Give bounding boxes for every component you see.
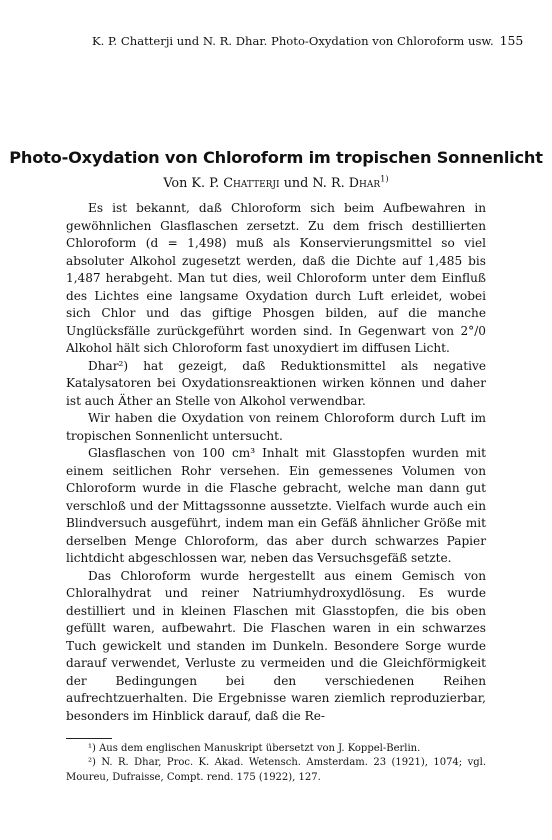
paragraph-5: Das Chloroform wurde hergestellt aus einem Gemisch von Chloralhydrat und reiner Natriumhydroxydlösung. Es wurde destilliert und in kleinen Flaschen mit Glasstopfen, die bis oben gefüllt waren, aufbewahrt. Die Flaschen waren in ein schwarzes Tuch gewickelt und standen im Dunkeln. Besondere Sorge wurde darauf verwendet, Verluste zu vermeiden und die Gleichförmigkeit der Bedingungen bei den verschiedenen Reihen aufrechtzuerhalten. Die Ergebnisse waren ziemlich reproduzierbar, besonders im Hinblick darauf, daß die Re- bbox=[66, 568, 486, 723]
running-head bbox=[92, 33, 523, 48]
footnote-mark-1: 1) bbox=[380, 173, 389, 184]
footnote-divider bbox=[66, 738, 112, 739]
paragraph-4: Glasflaschen von 100 cm³ Inhalt mit Glasstopfen wurden mit einem seitlichen Rohr versehen. Ein gemessenes Volumen von Chloroform wurde in die Flasche gebracht, welche man dann gut verschloß und der Mittagssonne aussetzte. Vielfach wurde auch ein Blindversuch ausgeführt, indem man ein Gefäß ähnlicher Größe mit derselben Menge Chloroform, das aber durch schwarzes Papier lichtdicht abgeschlossen war, neben das Versuchsgefäß setzte. bbox=[66, 446, 486, 565]
paragraph-3: Wir haben die Oxydation von reinem Chloroform durch Luft im tropischen Sonnenlicht untersucht. bbox=[66, 411, 486, 443]
page-number: 155 bbox=[499, 33, 524, 48]
article-title: Photo-Oxydation von Chloroform im tropischen Sonnenlicht bbox=[9, 148, 543, 167]
paragraph-1: Es ist bekannt, daß Chloroform sich beim Aufbewahren in gewöhnlichen Glasflaschen zersetzt. Zu dem frisch destillierten Chloroform (d = 1,498) muß als Konservierungsmittel so viel absoluter Alkohol zugesetzt werden, daß die Dichte auf 1,485 bis 1,487 herabgeht. Man tut dies, weil Chloroform unter dem Einfluß des Lichtes eine langsame Oxydation durch Luft erleidet, wobei sich Chlor und das giftige Phosgen bilden, auf die manche Unglücksfälle zurückgeführt worden sind. In Gegenwart von 2°/0 Alkohol hält sich Chloroform fast unoxydiert im diffusen Licht. bbox=[66, 201, 486, 355]
byline-mid: und N. R. bbox=[283, 176, 345, 191]
author-chatterji: Chatterji bbox=[223, 176, 280, 191]
author-dhar: Dhar bbox=[348, 176, 381, 191]
footnote-1: ¹) Aus dem englischen Manuskript übersetzt von J. Koppel-Berlin. bbox=[88, 743, 421, 754]
running-head-text: K. P. Chatterji und N. R. Dhar. Photo-Oxydation von Chloroform usw. bbox=[92, 34, 494, 48]
byline bbox=[0, 173, 552, 191]
footnote-2: ²) N. R. Dhar, Proc. K. Akad. Wetensch. Amsterdam. 23 (1921), 1074; vgl. Moureu, Dufraisse, Compt. rend. 175 (1922), 127. bbox=[66, 757, 486, 783]
article-body bbox=[66, 200, 486, 725]
paragraph-2: Dhar²) hat gezeigt, daß Reduktionsmittel als negative Katalysatoren bei Oxydationsreaktionen wirken können und daher ist auch Äther an Stelle von Alkohol verwendbar. bbox=[66, 358, 486, 408]
byline-prefix: Von K. P. bbox=[163, 176, 220, 191]
